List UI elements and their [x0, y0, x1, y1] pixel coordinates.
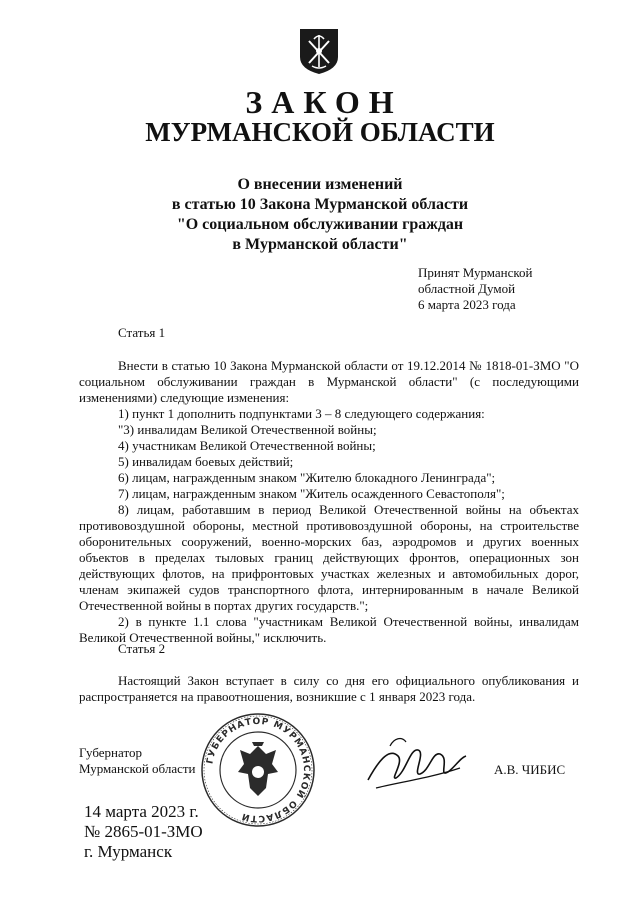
- list-item: 2) в пункте 1.1 слова "участникам Великой Отечественной войны, инвалидам Великой Отечественной войны," исключить.: [79, 614, 579, 645]
- law-title: ЗАКОН: [245, 84, 403, 120]
- adoption-line: 6 марта 2023 года: [418, 297, 516, 312]
- signatory-name: А.В. ЧИБИС: [494, 762, 566, 777]
- article-2-heading: Статья 2: [118, 641, 166, 656]
- list-item: 7) лицам, награжденным знаком "Житель осажденного Севастополя";: [118, 486, 505, 501]
- subject-line: в статью 10 Закона Мурманской области: [171, 196, 469, 213]
- list-item: 8) лицам, работавшим в период Великой Отечественной войны на объектах противовоздушной обороны, местной противовоздушной обороны, на строительстве оборонительных сооружений, военно-морских баз, аэродромов и других военных объектов в пределах тыловых границ действующих фронтов, операционных зон действующих флотов, на прифронтовых участках железных и автомобильных дорог, членам экипажей судов транспортного флота, интернированным в начале Великой Отечественной войны в портах других государств.";: [79, 502, 579, 613]
- coat-of-arms-icon: [297, 27, 341, 75]
- seal-text: ГУБЕРНАТОР МУРМАНСКОЙ ОБЛАСТИ: [205, 716, 312, 824]
- article-2-body: [79, 673, 579, 705]
- list-item: "3) инвалидам Великой Отечественной войны;: [118, 422, 377, 437]
- registration-block: [84, 802, 203, 862]
- subject-line: "О социальном обслуживании граждан: [176, 216, 464, 233]
- handwritten-signature-icon: [360, 728, 470, 798]
- list-item: 1) пункт 1 дополнить подпунктами 3 – 8 следующего содержания:: [118, 406, 485, 421]
- article-1-intro: Внести в статью 10 Закона Мурманской области от 19.12.2014 № 1818-01-ЗМО "О социальном обслуживании граждан в Мурманской области" (с последующими изменениями) следующие изменения:: [79, 358, 579, 405]
- official-seal-icon: [200, 712, 316, 828]
- article-1-heading: Статья 1: [118, 325, 166, 340]
- position-line: Мурманской области: [79, 761, 196, 776]
- law-subject: [0, 175, 640, 255]
- list-item: 4) участникам Великой Отечественной войны;: [118, 438, 376, 453]
- signatory-position: [79, 745, 196, 777]
- region-title: МУРМАНСКОЙ ОБЛАСТИ: [145, 117, 495, 147]
- law-number: № 2865-01-ЗМО: [84, 822, 203, 841]
- adoption-line: Принят Мурманской: [418, 265, 533, 280]
- law-date: 14 марта 2023 г.: [84, 802, 199, 821]
- adoption-block: [418, 265, 533, 313]
- subject-line: в Мурманской области": [232, 236, 408, 253]
- list-item: 5) инвалидам боевых действий;: [118, 454, 294, 469]
- list-item: 6) лицам, награжденным знаком "Жителю блокадного Ленинграда";: [118, 470, 496, 485]
- subject-line: О внесении изменений: [237, 176, 403, 193]
- city: г. Мурманск: [84, 842, 173, 861]
- article-1-body: [79, 358, 579, 646]
- article-2-text: Настоящий Закон вступает в силу со дня его официального опубликования и распространяется на правоотношения, возникшие с 1 января 2023 года.: [79, 673, 579, 704]
- position-line: Губернатор: [79, 745, 142, 760]
- adoption-line: областной Думой: [418, 281, 516, 296]
